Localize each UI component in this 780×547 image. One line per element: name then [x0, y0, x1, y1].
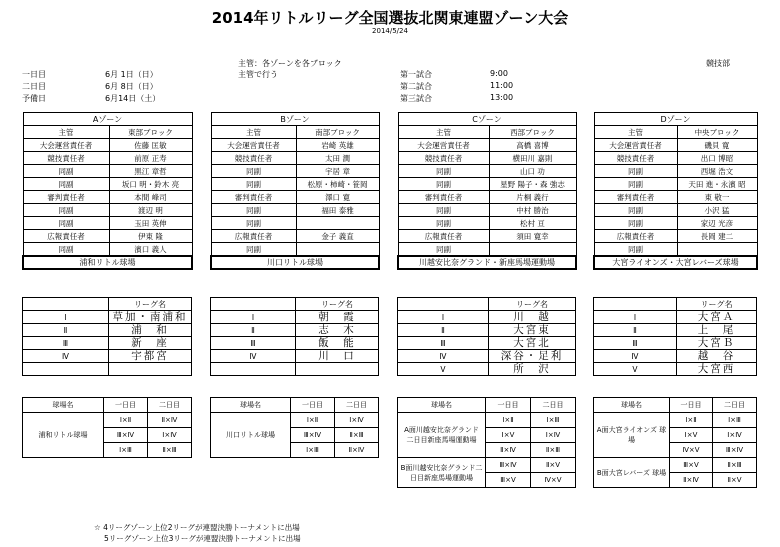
- league-number: Ⅴ: [594, 363, 677, 376]
- official-role: 広報責任者: [211, 230, 296, 243]
- official-role: 主管: [398, 126, 489, 139]
- official-row: [211, 126, 379, 139]
- official-role: 同副: [23, 178, 109, 191]
- league-number: Ⅲ: [211, 337, 296, 350]
- day-2-match: Ⅱ×Ⅲ: [531, 443, 576, 458]
- official-name: 佐藤 匡敏: [109, 139, 192, 152]
- official-role: 広報責任者: [23, 230, 109, 243]
- day-2-header: 二日目: [335, 398, 379, 413]
- league-header-blank: [594, 298, 677, 311]
- official-role: 同副: [398, 165, 489, 178]
- zone-field-schedule-table: [22, 397, 192, 458]
- official-name: 中村 勝治: [489, 204, 576, 217]
- league-row: [23, 350, 192, 363]
- league-row: [211, 337, 379, 350]
- day-2-header: 二日目: [531, 398, 576, 413]
- official-row: [594, 165, 757, 178]
- day-1-match: Ⅰ×Ⅱ: [670, 413, 713, 428]
- official-role: 同副: [23, 243, 109, 257]
- day-1-match: Ⅰ×Ⅱ: [104, 413, 148, 428]
- official-role: 大会運営責任者: [23, 139, 109, 152]
- document-date: 2014/5/24: [372, 27, 408, 35]
- official-role: 広報責任者: [398, 230, 489, 243]
- official-name: 松原・柿崎・笹岡: [296, 178, 379, 191]
- zone-league-table: [22, 297, 192, 376]
- day-1-match: Ⅰ×Ⅲ: [104, 443, 148, 458]
- official-name: 太田 潤: [296, 152, 379, 165]
- official-role: 競技責任者: [211, 152, 296, 165]
- official-name: 坂口 明・鈴木 亮: [109, 178, 192, 191]
- official-role: 同副: [594, 204, 677, 217]
- official-row: [23, 204, 192, 217]
- league-header-blank: [398, 298, 489, 311]
- official-row: [398, 204, 576, 217]
- day-1-match: Ⅰ×Ⅴ: [670, 428, 713, 443]
- league-name: 草加・南浦和: [109, 311, 192, 324]
- official-row: [594, 126, 757, 139]
- zone-venue: 川越安比奈グランド・新座馬場運動場: [398, 256, 576, 269]
- official-name: [677, 243, 757, 257]
- zone-venue: 川口リトル球場: [211, 256, 379, 269]
- official-role: 同副: [23, 204, 109, 217]
- league-header: リーグ名: [109, 298, 192, 311]
- official-name: 西堀 浩文: [677, 165, 757, 178]
- official-name: 長岡 建二: [677, 230, 757, 243]
- zone-officials-table: [593, 112, 758, 270]
- day-2-match: Ⅱ×Ⅲ: [335, 428, 379, 443]
- official-role: 審判責任者: [594, 191, 677, 204]
- field-name: B面川越安比奈グランド二日目新座馬場運動場: [398, 458, 486, 488]
- note-1: ☆ 4リーグゾーン上位2リーグが連盟決勝トーナメントに出場: [94, 523, 300, 532]
- league-number: Ⅱ: [594, 324, 677, 337]
- official-role: 同副: [211, 165, 296, 178]
- day-1-header: 一日目: [104, 398, 148, 413]
- official-name: 松村 亘: [489, 217, 576, 230]
- day-1-match: Ⅰ×Ⅲ: [291, 443, 335, 458]
- official-name: 出口 博昭: [677, 152, 757, 165]
- game-1-label: 第一試合: [400, 70, 432, 79]
- official-row: [23, 126, 192, 139]
- league-header: リーグ名: [677, 298, 757, 311]
- official-role: 同副: [398, 178, 489, 191]
- league-row: [23, 324, 192, 337]
- official-name: 宇居 章: [296, 165, 379, 178]
- zone-name: Aゾーン: [23, 113, 192, 126]
- official-row: [211, 243, 379, 257]
- day-1-match: Ⅲ×Ⅳ: [104, 428, 148, 443]
- official-name: 東部ブロック: [109, 126, 192, 139]
- league-name: [296, 363, 379, 376]
- official-name: 家辺 光彦: [677, 217, 757, 230]
- official-role: 同副: [23, 165, 109, 178]
- league-row: [398, 311, 576, 324]
- day-1-match: Ⅳ×Ⅴ: [670, 443, 713, 458]
- league-row: [398, 363, 576, 376]
- official-role: 同副: [594, 217, 677, 230]
- official-row: [23, 139, 192, 152]
- league-row: [594, 350, 757, 363]
- schedule-date-1: 6月 1日（日）: [105, 70, 158, 79]
- league-name: 深谷・足利: [489, 350, 576, 363]
- league-row: [398, 324, 576, 337]
- official-name: 須田 寛幸: [489, 230, 576, 243]
- league-header-blank: [23, 298, 109, 311]
- day-1-header: 一日目: [291, 398, 335, 413]
- official-role: 大会運営責任者: [398, 139, 489, 152]
- league-name: 新 座: [109, 337, 192, 350]
- day-1-match: Ⅲ×Ⅴ: [486, 473, 531, 488]
- league-name: 上 尾: [677, 324, 757, 337]
- official-role: 大会運営責任者: [211, 139, 296, 152]
- league-number: Ⅳ: [594, 350, 677, 363]
- official-name: 黒江 章哲: [109, 165, 192, 178]
- official-role: 同副: [23, 217, 109, 230]
- official-name: 東 敬一: [677, 191, 757, 204]
- official-role: 同副: [211, 204, 296, 217]
- league-name: 川 口: [296, 350, 379, 363]
- official-row: [398, 178, 576, 191]
- league-name: [109, 363, 192, 376]
- league-name: 浦 和: [109, 324, 192, 337]
- league-row: [23, 337, 192, 350]
- zone-officials-table: [210, 112, 380, 270]
- schedule-date-3: 6月14日（土）: [105, 94, 161, 103]
- league-header: リーグ名: [296, 298, 379, 311]
- official-role: 競技責任者: [23, 152, 109, 165]
- field-name: A面川越安比奈グランド 二日目新座馬場運動場: [398, 413, 486, 458]
- league-row: [398, 337, 576, 350]
- official-name: 磯貝 寛: [677, 139, 757, 152]
- official-role: 競技責任者: [398, 152, 489, 165]
- zone-venue: 大宮ライオンズ・大宮レバーズ球場: [594, 256, 757, 269]
- official-row: [211, 230, 379, 243]
- zone-league-table: [593, 297, 757, 376]
- league-name: 飯 能: [296, 337, 379, 350]
- field-name-header: 球場名: [594, 398, 670, 413]
- league-number: Ⅱ: [398, 324, 489, 337]
- official-row: [398, 152, 576, 165]
- official-name: 渡辺 明: [109, 204, 192, 217]
- league-number: Ⅰ: [211, 311, 296, 324]
- official-row: [211, 217, 379, 230]
- day-2-header: 二日目: [713, 398, 757, 413]
- official-row: [594, 191, 757, 204]
- official-row: [211, 191, 379, 204]
- day-1-header: 一日目: [670, 398, 713, 413]
- league-row: [594, 324, 757, 337]
- day-1-match: Ⅲ×Ⅳ: [486, 458, 531, 473]
- day-2-match: Ⅱ×Ⅲ: [713, 458, 757, 473]
- league-number: [211, 363, 296, 376]
- official-name: 前原 正寿: [109, 152, 192, 165]
- league-number: Ⅰ: [594, 311, 677, 324]
- official-row: [594, 204, 757, 217]
- zone-league-table: [397, 297, 576, 376]
- league-name: 越 谷: [677, 350, 757, 363]
- official-name: 玉田 英伸: [109, 217, 192, 230]
- official-row: [23, 191, 192, 204]
- day-2-match: Ⅳ×Ⅴ: [531, 473, 576, 488]
- schedule-day-1: 一日目: [22, 70, 46, 79]
- official-role: 同副: [594, 243, 677, 257]
- field-name: A面大宮ライオンズ 球場: [594, 413, 670, 458]
- department-label: 競技部: [706, 59, 730, 68]
- zone-field-schedule-table: [210, 397, 379, 458]
- official-row: [211, 204, 379, 217]
- field-name: 川口リトル球場: [211, 413, 291, 458]
- official-name: 星野 陽子・森 強志: [489, 178, 576, 191]
- league-row: [211, 363, 379, 376]
- official-row: [398, 217, 576, 230]
- organizer-line-2: 主管で行う: [238, 70, 278, 79]
- official-role: 同副: [398, 204, 489, 217]
- official-name: [489, 243, 576, 257]
- zone-officials-table: [22, 112, 193, 270]
- league-number: Ⅰ: [398, 311, 489, 324]
- zone-officials-table: [397, 112, 577, 270]
- day-2-match: Ⅰ×Ⅲ: [531, 413, 576, 428]
- official-name: 南部ブロック: [296, 126, 379, 139]
- league-row: [211, 311, 379, 324]
- schedule-day-2: 二日目: [22, 82, 46, 91]
- official-name: 伊東 隆: [109, 230, 192, 243]
- day-2-match: Ⅱ×Ⅲ: [148, 443, 192, 458]
- league-number: Ⅰ: [23, 311, 109, 324]
- league-name: 大宮東: [489, 324, 576, 337]
- day-1-match: Ⅰ×Ⅱ: [291, 413, 335, 428]
- official-row: [594, 139, 757, 152]
- field-name-header: 球場名: [398, 398, 486, 413]
- schedule-date-2: 6月 8日（日）: [105, 82, 158, 91]
- official-name: 濱口 義人: [109, 243, 192, 257]
- game-1-time: 9:00: [490, 69, 508, 78]
- zone-name: Cゾーン: [398, 113, 576, 126]
- day-1-match: Ⅲ×Ⅴ: [670, 458, 713, 473]
- official-name: [296, 217, 379, 230]
- official-name: 中央ブロック: [677, 126, 757, 139]
- field-schedule-row: [211, 413, 379, 428]
- league-number: [23, 363, 109, 376]
- official-role: 審判責任者: [211, 191, 296, 204]
- zone-name: Bゾーン: [211, 113, 379, 126]
- field-schedule-row: [23, 413, 192, 428]
- day-2-match: Ⅰ×Ⅳ: [335, 413, 379, 428]
- official-role: 審判責任者: [398, 191, 489, 204]
- official-row: [398, 126, 576, 139]
- official-row: [211, 165, 379, 178]
- day-2-match: Ⅱ×Ⅴ: [713, 473, 757, 488]
- official-role: 競技責任者: [594, 152, 677, 165]
- day-2-match: Ⅰ×Ⅳ: [148, 428, 192, 443]
- game-3-time: 13:00: [490, 93, 514, 102]
- official-row: [398, 243, 576, 257]
- game-2-label: 第二試合: [400, 82, 432, 91]
- league-name: 大宮北: [489, 337, 576, 350]
- official-role: 主管: [594, 126, 677, 139]
- zone-league-table: [210, 297, 379, 376]
- official-row: [398, 191, 576, 204]
- league-name: 大宮Ｂ: [677, 337, 757, 350]
- official-row: [23, 165, 192, 178]
- league-row: [211, 350, 379, 363]
- league-number: Ⅳ: [398, 350, 489, 363]
- official-name: [296, 243, 379, 257]
- official-row: [211, 152, 379, 165]
- field-name: B面大宮レバーズ 球場: [594, 458, 670, 488]
- official-name: 山口 功: [489, 165, 576, 178]
- official-role: 同副: [398, 217, 489, 230]
- day-2-match: Ⅰ×Ⅳ: [713, 428, 757, 443]
- league-number: Ⅴ: [398, 363, 489, 376]
- league-number: Ⅱ: [211, 324, 296, 337]
- official-role: 同副: [211, 178, 296, 191]
- day-1-match: Ⅲ×Ⅳ: [291, 428, 335, 443]
- day-2-match: Ⅰ×Ⅳ: [531, 428, 576, 443]
- league-row: [594, 337, 757, 350]
- league-name: 大宮西: [677, 363, 757, 376]
- official-name: 本間 峰司: [109, 191, 192, 204]
- official-role: 大会運営責任者: [594, 139, 677, 152]
- zone-venue: 浦和リトル球場: [23, 256, 192, 269]
- day-1-match: Ⅱ×Ⅳ: [486, 443, 531, 458]
- official-name: 西部ブロック: [489, 126, 576, 139]
- league-number: Ⅲ: [398, 337, 489, 350]
- day-1-match: Ⅰ×Ⅱ: [486, 413, 531, 428]
- day-1-match: Ⅱ×Ⅳ: [670, 473, 713, 488]
- official-row: [211, 178, 379, 191]
- official-role: 主管: [211, 126, 296, 139]
- field-name: 浦和リトル球場: [23, 413, 104, 458]
- official-role: 同副: [594, 165, 677, 178]
- game-3-label: 第三試合: [400, 94, 432, 103]
- organizer-line: 主管：各ゾーンを各ブロック: [238, 59, 342, 68]
- official-row: [594, 152, 757, 165]
- official-row: [23, 230, 192, 243]
- game-2-time: 11:00: [490, 81, 514, 90]
- day-2-header: 二日目: [148, 398, 192, 413]
- day-2-match: Ⅲ×Ⅳ: [713, 443, 757, 458]
- field-name-header: 球場名: [23, 398, 104, 413]
- league-row: [594, 311, 757, 324]
- league-row: [23, 311, 192, 324]
- official-row: [23, 217, 192, 230]
- day-2-match: Ⅱ×Ⅴ: [531, 458, 576, 473]
- official-role: 審判責任者: [23, 191, 109, 204]
- official-name: 澤口 寛: [296, 191, 379, 204]
- day-2-match: Ⅱ×Ⅳ: [335, 443, 379, 458]
- official-role: 同副: [398, 243, 489, 257]
- day-2-match: Ⅱ×Ⅳ: [148, 413, 192, 428]
- official-row: [398, 230, 576, 243]
- day-1-match: Ⅰ×Ⅴ: [486, 428, 531, 443]
- official-row: [23, 178, 192, 191]
- field-schedule-row: [594, 458, 757, 473]
- official-name: 福田 泰雅: [296, 204, 379, 217]
- zone-field-schedule-table: [593, 397, 757, 488]
- league-name: 宇都宮: [109, 350, 192, 363]
- official-name: 岩崎 英雄: [296, 139, 379, 152]
- league-row: [398, 350, 576, 363]
- official-name: 横田川 嘉則: [489, 152, 576, 165]
- league-number: Ⅳ: [211, 350, 296, 363]
- zone-field-schedule-table: [397, 397, 576, 488]
- field-schedule-row: [594, 413, 757, 428]
- league-row: [594, 363, 757, 376]
- official-row: [23, 243, 192, 257]
- field-name-header: 球場名: [211, 398, 291, 413]
- official-row: [594, 243, 757, 257]
- official-row: [398, 139, 576, 152]
- zone-name: Dゾーン: [594, 113, 757, 126]
- league-name: 大宮Ａ: [677, 311, 757, 324]
- league-name: 川 越: [489, 311, 576, 324]
- league-number: Ⅳ: [23, 350, 109, 363]
- official-role: 主管: [23, 126, 109, 139]
- league-row: [23, 363, 192, 376]
- official-name: 片桐 義行: [489, 191, 576, 204]
- league-name: 朝 霞: [296, 311, 379, 324]
- league-header: リーグ名: [489, 298, 576, 311]
- official-row: [211, 139, 379, 152]
- official-role: 広報責任者: [594, 230, 677, 243]
- day-1-header: 一日目: [486, 398, 531, 413]
- official-row: [398, 165, 576, 178]
- field-schedule-row: [398, 458, 576, 473]
- league-number: Ⅱ: [23, 324, 109, 337]
- official-role: 同副: [211, 217, 296, 230]
- official-row: [594, 178, 757, 191]
- official-name: 天田 進・永濱 昭: [677, 178, 757, 191]
- league-number: Ⅲ: [23, 337, 109, 350]
- official-row: [23, 152, 192, 165]
- official-name: 金子 義直: [296, 230, 379, 243]
- schedule-day-3: 予備日: [22, 94, 46, 103]
- official-role: 同副: [594, 178, 677, 191]
- league-header-blank: [211, 298, 296, 311]
- league-name: 所 沢: [489, 363, 576, 376]
- league-name: 志 木: [296, 324, 379, 337]
- league-row: [211, 324, 379, 337]
- league-number: Ⅲ: [594, 337, 677, 350]
- official-role: 同副: [211, 243, 296, 257]
- official-row: [594, 230, 757, 243]
- note-2: 5リーグゾーン上位3リーグが連盟決勝トーナメントに出場: [104, 534, 301, 543]
- page-title: 2014年リトルリーグ全国選抜北関東連盟ゾーン大会: [211, 9, 569, 27]
- day-2-match: Ⅰ×Ⅲ: [713, 413, 757, 428]
- field-schedule-row: [398, 413, 576, 428]
- official-name: 高橋 喜博: [489, 139, 576, 152]
- official-row: [594, 217, 757, 230]
- official-name: 小沢 猛: [677, 204, 757, 217]
